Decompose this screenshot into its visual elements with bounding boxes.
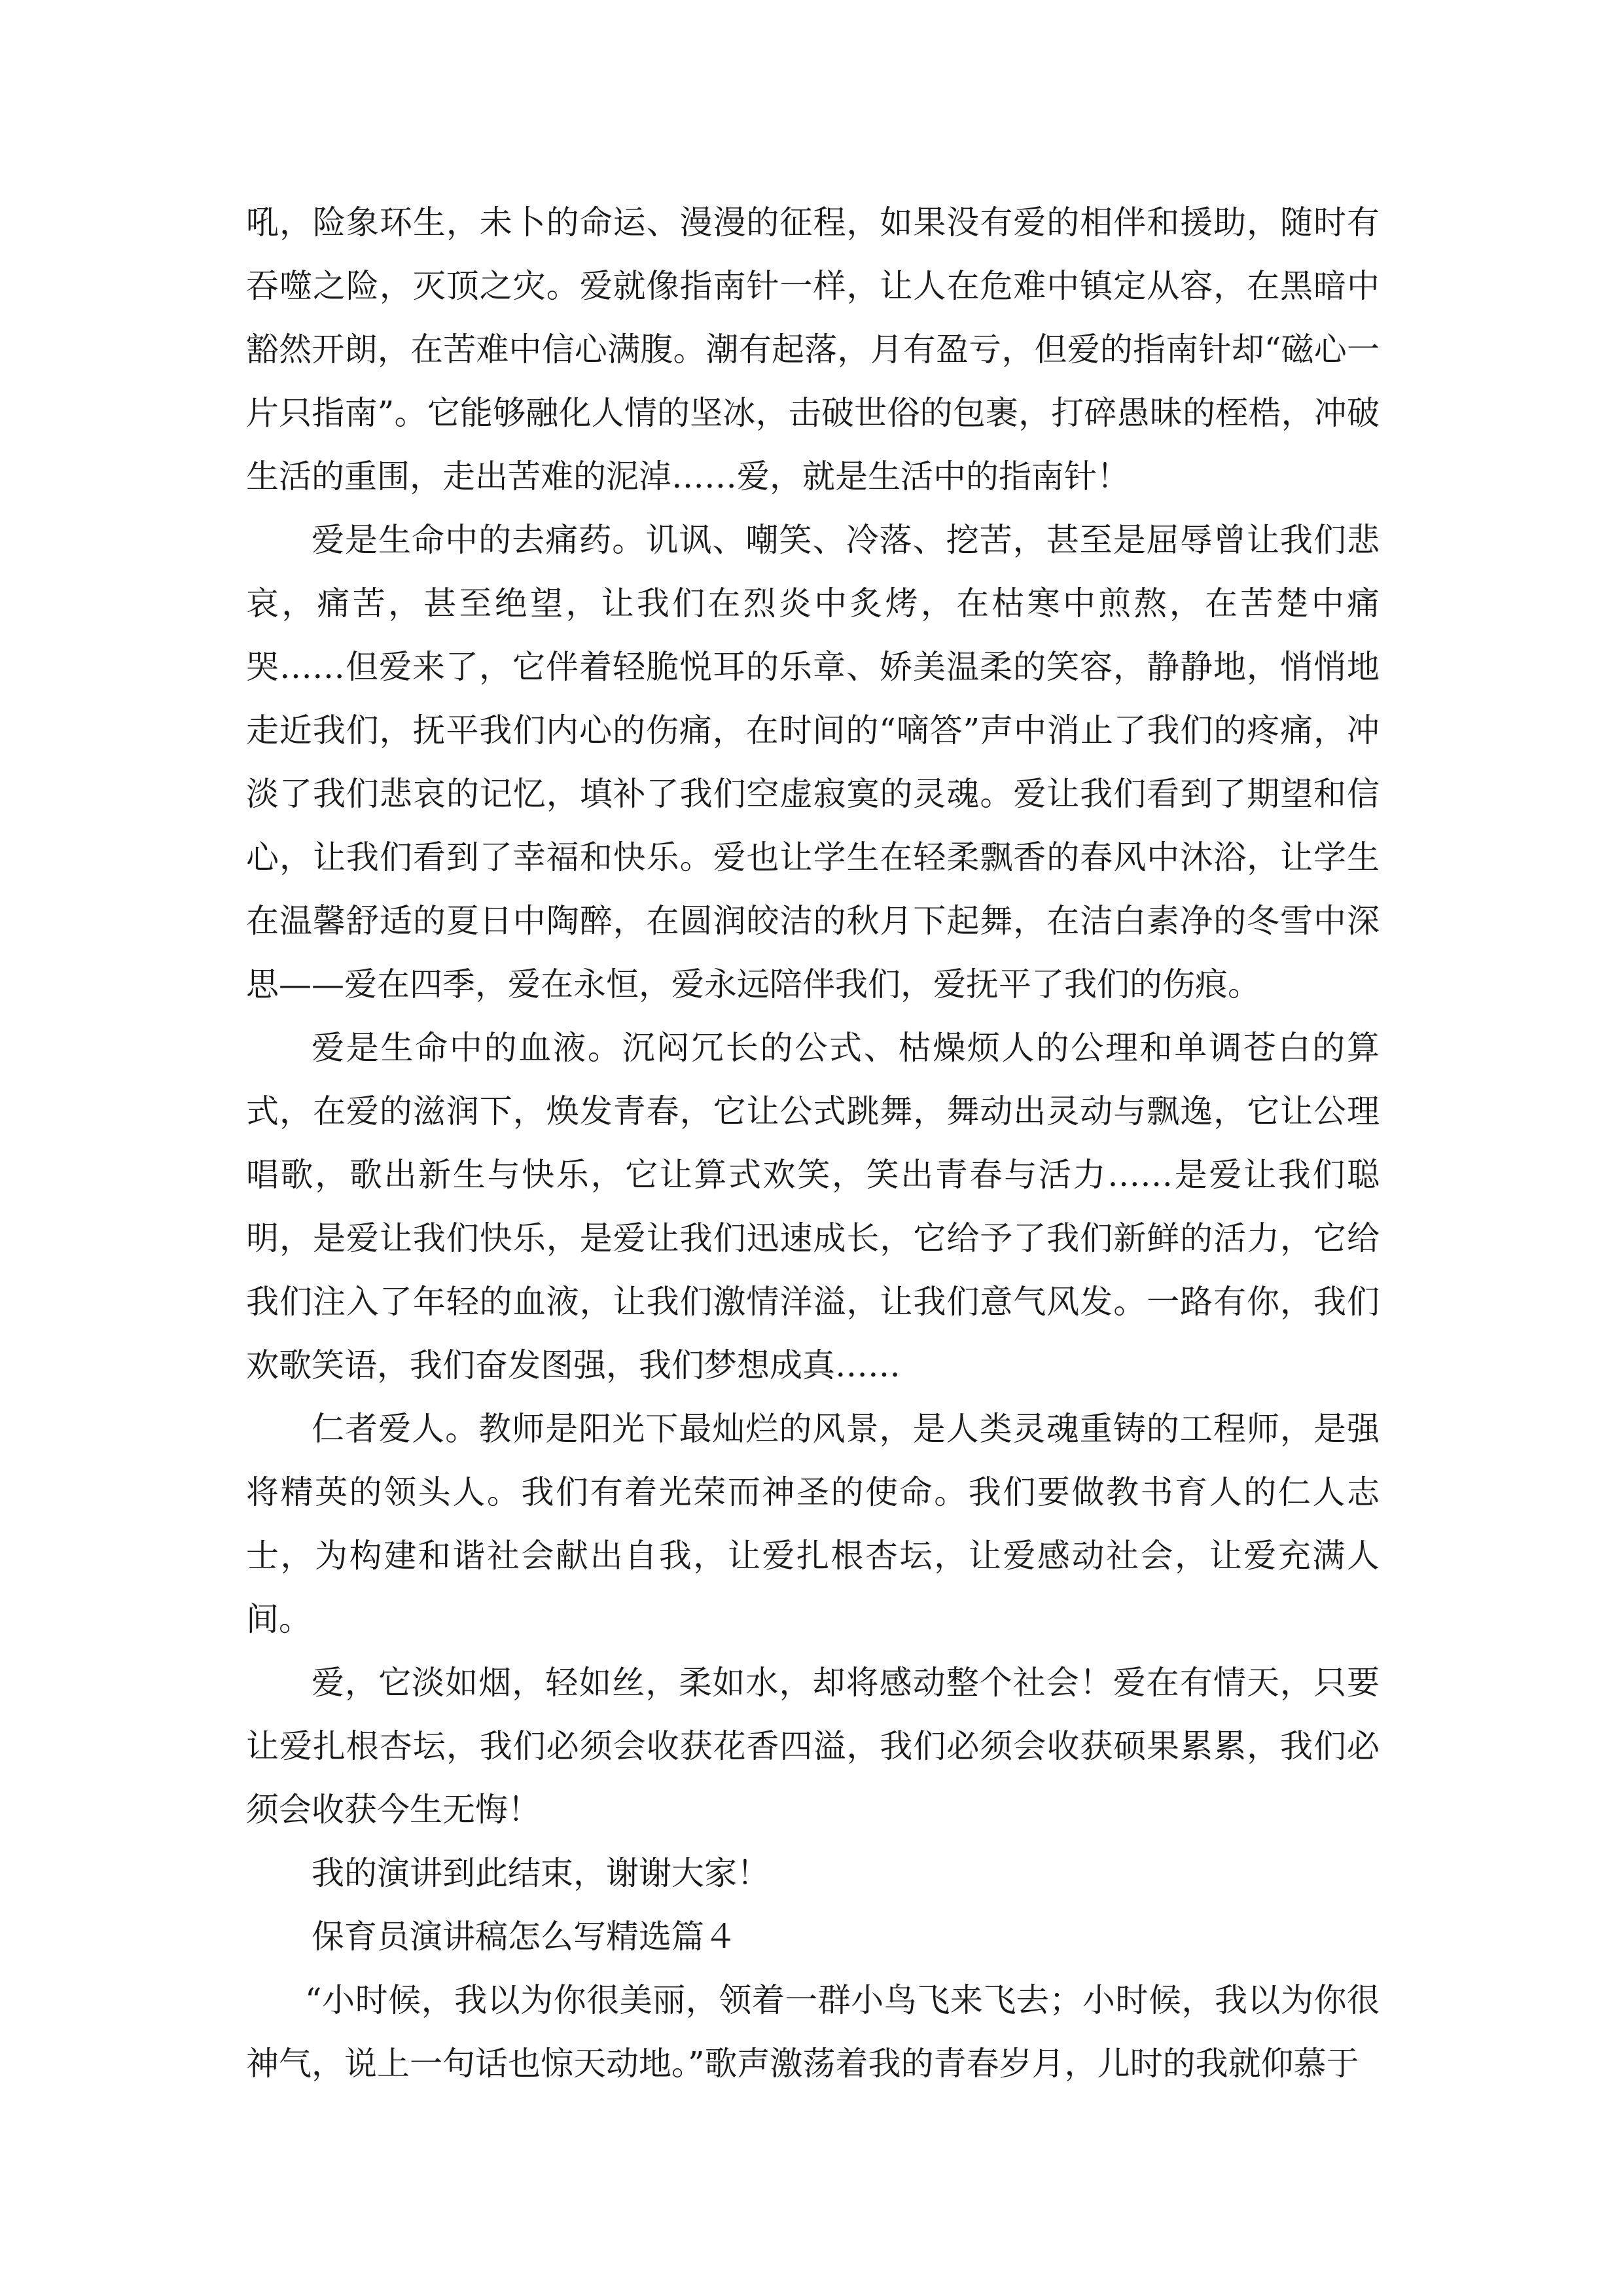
paragraph-compass: 吼，险象环生，未卜的命运、漫漫的征程，如果没有爱的相伴和援助，随时有吞噬之险，灭顶之灾。爱就像指南针一样，让人在危难中镇定从容，在黑暗中豁然开朗，在苦难中信心满腹。潮有起落，月有盈亏，但爱的指南针却“磁心一片只指南”。它能够融化人情的坚冰，击破世俗的包裹，打碎愚昧的桎梏，冲破生活的重围，走出苦难的泥淖……爱，就是生活中的指南针！	[246, 204, 1380, 495]
paragraph-love-society: 爱，它淡如烟，轻如丝，柔如水，却将感动整个社会！爱在有情天，只要让爱扎根杏坛，我们必须会收获花香四溢，我们必须会收获硕果累累，我们必须会收获今生无悔！	[246, 1664, 1380, 1829]
paragraph-closing: 我的演讲到此结束，谢谢大家！	[312, 1854, 770, 1892]
paragraph-benevolence: 仁者爱人。教师是阳光下最灿烂的风景，是人类灵魂重铸的工程师，是强将精英的领头人。我们有着光荣而神圣的使命。我们要做教书育人的仁人志士，为构建和谐社会献出自我，让爱扎根杏坛，让爱感动社会，让爱充满人间。	[246, 1410, 1380, 1638]
section-heading: 保育员演讲稿怎么写精选篇４	[312, 1918, 737, 1956]
paragraph-song-quote: “小时候，我以为你很美丽，领着一群小鸟飞来飞去；小时候，我以为你很神气，说上一句话也惊天动地。”歌声激荡着我的青春岁月，儿时的我就仰慕于	[246, 1981, 1380, 2083]
paragraph-painkiller: 爱是生命中的去痛药。讥讽、嘲笑、冷落、挖苦，甚至是屈辱曾让我们悲哀，痛苦，甚至绝望，让我们在烈炎中炙烤，在枯寒中煎熬，在苦楚中痛哭……但爱来了，它伴着轻脆悦耳的乐章、娇美温柔的笑容，静静地，悄悄地走近我们，抚平我们内心的伤痛，在时间的“嘀答”声中消止了我们的疼痛，冲淡了我们悲哀的记忆，填补了我们空虚寂寞的灵魂。爱让我们看到了期望和信心，让我们看到了幸福和快乐。爱也让学生在轻柔飘香的春风中沐浴，让学生在温馨舒适的夏日中陶醉，在圆润皎洁的秋月下起舞，在洁白素净的冬雪中深思——爱在四季，爱在永恒，爱永远陪伴我们，爱抚平了我们的伤痕。	[246, 521, 1380, 1003]
paragraph-blood: 爱是生命中的血液。沉闷冗长的公式、枯燥烦人的公理和单调苍白的算式，在爱的滋润下，焕发青春，它让公式跳舞，舞动出灵动与飘逸，它让公理唱歌，歌出新生与快乐，它让算式欢笑，笑出青春与活力……是爱让我们聪明，是爱让我们快乐，是爱让我们迅速成长，它给予了我们新鲜的活力，它给我们注入了年轻的血液，让我们激情洋溢，让我们意气风发。一路有你，我们欢歌笑语，我们奋发图强，我们梦想成真……	[246, 1029, 1380, 1384]
document-body	[246, 191, 1380, 2096]
